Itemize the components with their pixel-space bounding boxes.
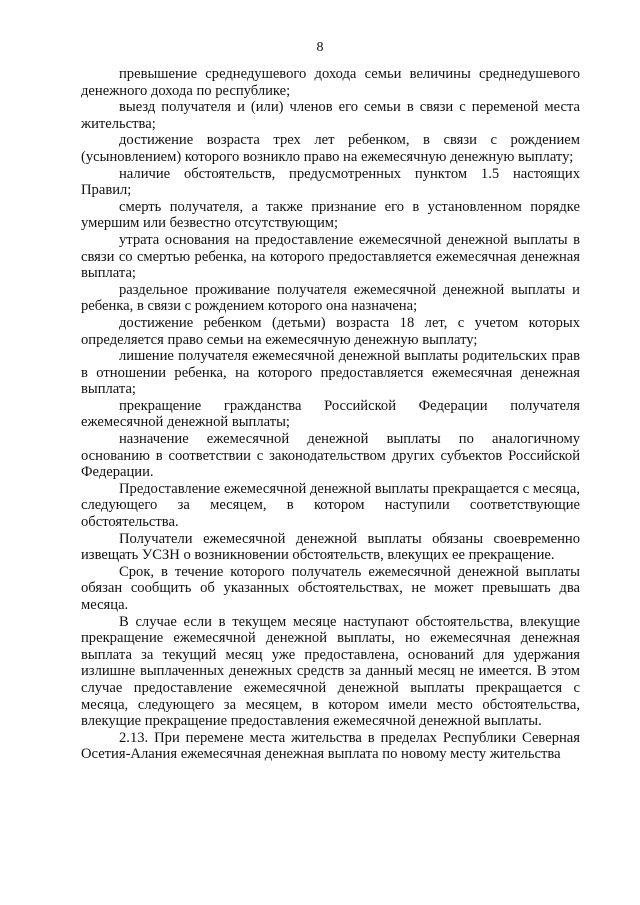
paragraph: В случае если в текущем месяце наступают обстоятельства, влекущие прекращение ежемесячной денежной выплаты, но ежемесячная денежная выплата за текущий месяц уже предоставлена, оснований для удержания излишне выплаченных денежных средств за данный месяц не имеется. В этом случае предоставление ежемесячной денежной выплаты прекращается с месяца, следующего за месяцем, в котором имели место обстоятельства, влекущие прекращение предоставления ежемесячной денежной выплаты. (81, 613, 580, 730)
paragraph: смерть получателя, а также признание его в установленном порядке умершим или безвестно отсутствующим; (81, 198, 580, 232)
paragraph: 2.13. При перемене места жительства в пределах Республики Северная Осетия-Алания ежемесячная денежная выплата по новому месту жительства (81, 729, 580, 763)
paragraph: Предоставление ежемесячной денежной выплаты прекращается с месяца, следующего за месяцем, в котором наступили соответствующие обстоятельства. (81, 480, 580, 531)
paragraph: превышение среднедушевого дохода семьи величины среднедушевого денежного дохода по республике; (81, 66, 580, 99)
document-body (81, 66, 580, 763)
paragraph: прекращение гражданства Российской Федерации получателя ежемесячной денежной выплаты; (81, 397, 580, 431)
paragraph: выезд получателя и (или) членов его семьи в связи с переменой места жительства; (81, 99, 580, 132)
paragraph: утрата основания на предоставление ежемесячной денежной выплаты в связи со смертью ребенка, на которого предоставляется ежемесячная денежная выплата; (81, 231, 580, 282)
paragraph: раздельное проживание получателя ежемесячной денежной выплаты и ребенка, в связи с рождением которого она назначена; (81, 281, 580, 315)
paragraph: назначение ежемесячной денежной выплаты по аналогичному основанию в соответствии с законодательством других субъектов Российской Федерации. (81, 431, 580, 481)
paragraph: Срок, в течение которого получатель ежемесячной денежной выплаты обязан сообщить об указанных обстоятельствах, не может превышать два месяца. (81, 563, 580, 613)
paragraph: достижение возраста трех лет ребенком, в связи с рождением (усыновлением) которого возникло право на ежемесячную денежную выплату; (81, 132, 580, 165)
paragraph: достижение ребенком (детьми) возраста 18 лет, с учетом которых определяется право семьи на ежемесячную денежную выплату; (81, 314, 580, 348)
paragraph: лишение получателя ежемесячной денежной выплаты родительских прав в отношении ребенка, на которого предоставляется ежемесячная денежная выплата; (81, 348, 580, 398)
page-number: 8 (316, 40, 324, 55)
paragraph: наличие обстоятельств, предусмотренных пунктом 1.5 настоящих Правил; (81, 165, 580, 199)
paragraph: Получатели ежемесячной денежной выплаты обязаны своевременно извещать УСЗН о возникновении обстоятельств, влекущих ее прекращение. (81, 530, 580, 564)
